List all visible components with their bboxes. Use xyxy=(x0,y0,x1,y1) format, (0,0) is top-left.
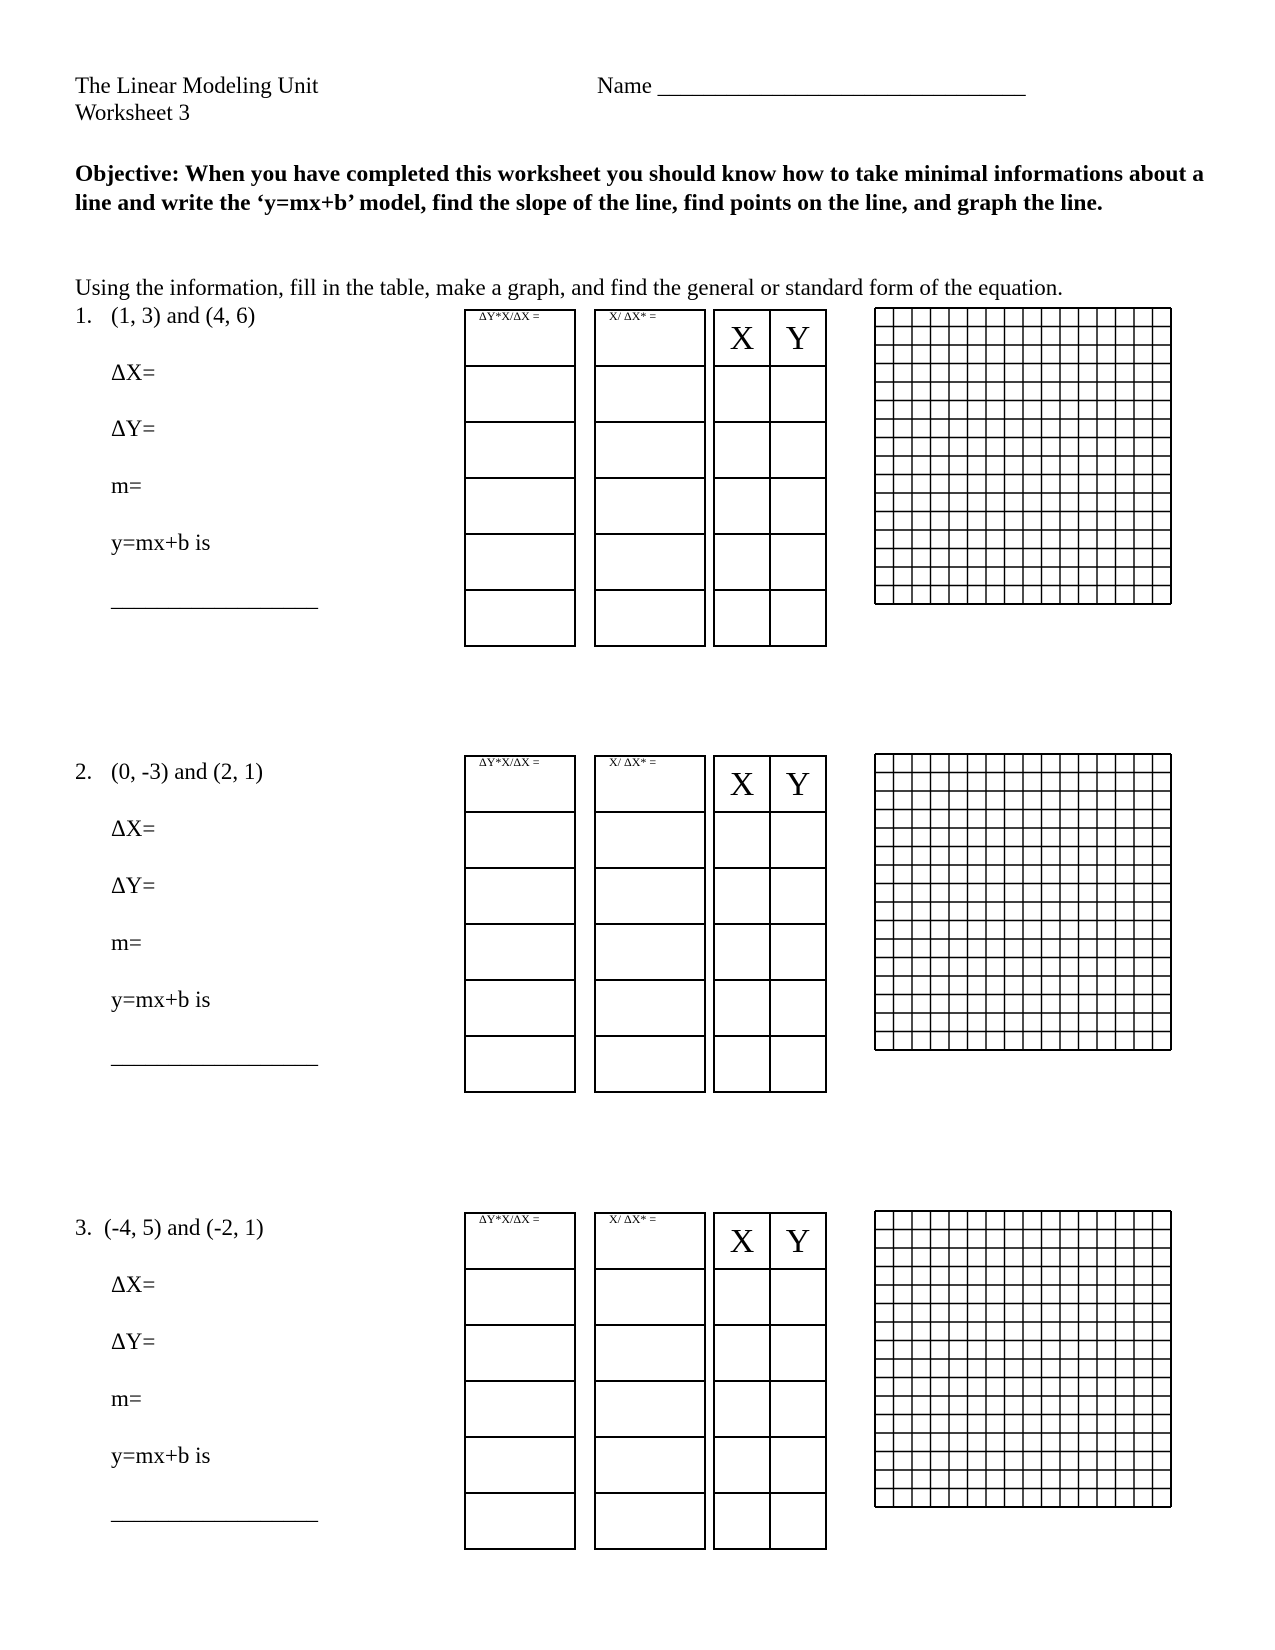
slope-label: m= xyxy=(111,930,142,955)
slope-label: m= xyxy=(111,473,142,498)
model-label: y=mx+b is xyxy=(111,1443,211,1468)
y-value-cell[interactable] xyxy=(769,1380,827,1438)
x-value-cell[interactable] xyxy=(713,923,771,981)
x-dx-column-cell[interactable] xyxy=(594,811,706,869)
graph-grid[interactable] xyxy=(873,1209,1173,1509)
dyx-dx-column-cell[interactable] xyxy=(464,867,576,925)
y-column-header: Y xyxy=(785,766,811,803)
dyx-dx-column-cell[interactable] xyxy=(464,477,576,535)
dyx-dx-column-cell[interactable] xyxy=(464,923,576,981)
y-value-cell[interactable] xyxy=(769,1035,827,1093)
dyx-dx-column-cell[interactable] xyxy=(464,1380,576,1438)
x-value-cell[interactable] xyxy=(713,979,771,1037)
x-value-cell[interactable] xyxy=(713,1324,771,1382)
y-value-cell[interactable] xyxy=(769,979,827,1037)
x-dx-column-cell[interactable] xyxy=(594,1436,706,1494)
delta-x-label: ΔX= xyxy=(111,1272,156,1297)
x-dx-column-cell[interactable] xyxy=(594,1380,706,1438)
y-value-cell[interactable] xyxy=(769,867,827,925)
y-value-cell[interactable] xyxy=(769,811,827,869)
y-value-cell[interactable] xyxy=(769,421,827,479)
x-value-cell[interactable] xyxy=(713,421,771,479)
x-dx-column-cell[interactable] xyxy=(594,533,706,591)
slope-label: m= xyxy=(111,1386,142,1411)
problem-points: (-4, 5) and (-2, 1) xyxy=(104,1215,264,1240)
y-value-cell[interactable] xyxy=(769,477,827,535)
dyx-dx-column-cell[interactable] xyxy=(464,979,576,1037)
graph-grid[interactable] xyxy=(873,752,1173,1052)
x-value-cell[interactable] xyxy=(713,811,771,869)
x-dx-column-cell[interactable] xyxy=(594,1035,706,1093)
y-value-cell[interactable] xyxy=(769,1324,827,1382)
dyx-dx-column-cell[interactable] xyxy=(464,1268,576,1326)
objective-text: Objective: When you have completed this worksheet you should know how to take minimal informations about a line and write the ‘y=mx+b’ model, find the slope of the line, find points on the line, and graph the line. xyxy=(75,161,1204,216)
answer-blank[interactable]: __________________ xyxy=(111,586,318,611)
x-column-header: X xyxy=(729,320,755,357)
delta-x-label: ΔX= xyxy=(111,816,156,841)
dyx-dx-column-header: ΔY*X/ΔX = xyxy=(479,1212,540,1226)
x-dx-column-cell[interactable] xyxy=(594,1324,706,1382)
x-dx-column-cell[interactable] xyxy=(594,365,706,423)
problem-number: 3. xyxy=(75,1215,93,1240)
x-value-cell[interactable] xyxy=(713,1380,771,1438)
delta-y-label: ΔY= xyxy=(111,873,156,898)
y-column-header: Y xyxy=(785,1223,811,1260)
worksheet-subtitle: Worksheet 3 xyxy=(75,100,191,125)
x-value-cell[interactable] xyxy=(713,365,771,423)
x-column-header: X xyxy=(729,766,755,803)
delta-y-label: ΔY= xyxy=(111,416,156,441)
x-value-cell[interactable] xyxy=(713,867,771,925)
problem-number: 2. xyxy=(75,759,93,784)
model-label: y=mx+b is xyxy=(111,530,211,555)
dyx-dx-column-cell[interactable] xyxy=(464,1324,576,1382)
instructions-text: Using the information, fill in the table, make a graph, and find the general or standard form of the equation. xyxy=(75,275,1064,300)
name-field[interactable]: Name ________________________________ xyxy=(597,73,1026,98)
dyx-dx-column-cell[interactable] xyxy=(464,421,576,479)
graph-grid[interactable] xyxy=(873,306,1173,606)
model-label: y=mx+b is xyxy=(111,987,211,1012)
x-value-cell[interactable] xyxy=(713,1035,771,1093)
x-dx-column-cell[interactable] xyxy=(594,1268,706,1326)
x-column-header: X xyxy=(729,1223,755,1260)
y-value-cell[interactable] xyxy=(769,1492,827,1550)
y-value-cell[interactable] xyxy=(769,1436,827,1494)
worksheet-title: The Linear Modeling Unit xyxy=(75,73,319,98)
problem-points: (1, 3) and (4, 6) xyxy=(111,303,256,328)
x-value-cell[interactable] xyxy=(713,1436,771,1494)
x-dx-column-cell[interactable] xyxy=(594,477,706,535)
x-value-cell[interactable] xyxy=(713,533,771,591)
dyx-dx-column-cell[interactable] xyxy=(464,1035,576,1093)
problem-points: (0, -3) and (2, 1) xyxy=(111,759,264,784)
y-value-cell[interactable] xyxy=(769,533,827,591)
x-dx-column-header: X/ ΔX* = xyxy=(609,1212,657,1226)
x-value-cell[interactable] xyxy=(713,477,771,535)
x-value-cell[interactable] xyxy=(713,1492,771,1550)
x-dx-column-header: X/ ΔX* = xyxy=(609,309,657,323)
dyx-dx-column-cell[interactable] xyxy=(464,533,576,591)
x-dx-column-cell[interactable] xyxy=(594,1492,706,1550)
x-dx-column-cell[interactable] xyxy=(594,589,706,647)
y-value-cell[interactable] xyxy=(769,1268,827,1326)
dyx-dx-column-cell[interactable] xyxy=(464,589,576,647)
dyx-dx-column-cell[interactable] xyxy=(464,1492,576,1550)
delta-x-label: ΔX= xyxy=(111,360,156,385)
dyx-dx-column-header: ΔY*X/ΔX = xyxy=(479,309,540,323)
x-dx-column-cell[interactable] xyxy=(594,923,706,981)
delta-y-label: ΔY= xyxy=(111,1329,156,1354)
x-value-cell[interactable] xyxy=(713,1268,771,1326)
x-value-cell[interactable] xyxy=(713,589,771,647)
y-value-cell[interactable] xyxy=(769,589,827,647)
y-value-cell[interactable] xyxy=(769,365,827,423)
problem-number: 1. xyxy=(75,303,93,328)
answer-blank[interactable]: __________________ xyxy=(111,1043,318,1068)
x-dx-column-cell[interactable] xyxy=(594,979,706,1037)
y-column-header: Y xyxy=(785,320,811,357)
dyx-dx-column-cell[interactable] xyxy=(464,811,576,869)
y-value-cell[interactable] xyxy=(769,923,827,981)
dyx-dx-column-cell[interactable] xyxy=(464,1436,576,1494)
dyx-dx-column-cell[interactable] xyxy=(464,365,576,423)
x-dx-column-header: X/ ΔX* = xyxy=(609,755,657,769)
x-dx-column-cell[interactable] xyxy=(594,421,706,479)
dyx-dx-column-header: ΔY*X/ΔX = xyxy=(479,755,540,769)
x-dx-column-cell[interactable] xyxy=(594,867,706,925)
answer-blank[interactable]: __________________ xyxy=(111,1499,318,1524)
